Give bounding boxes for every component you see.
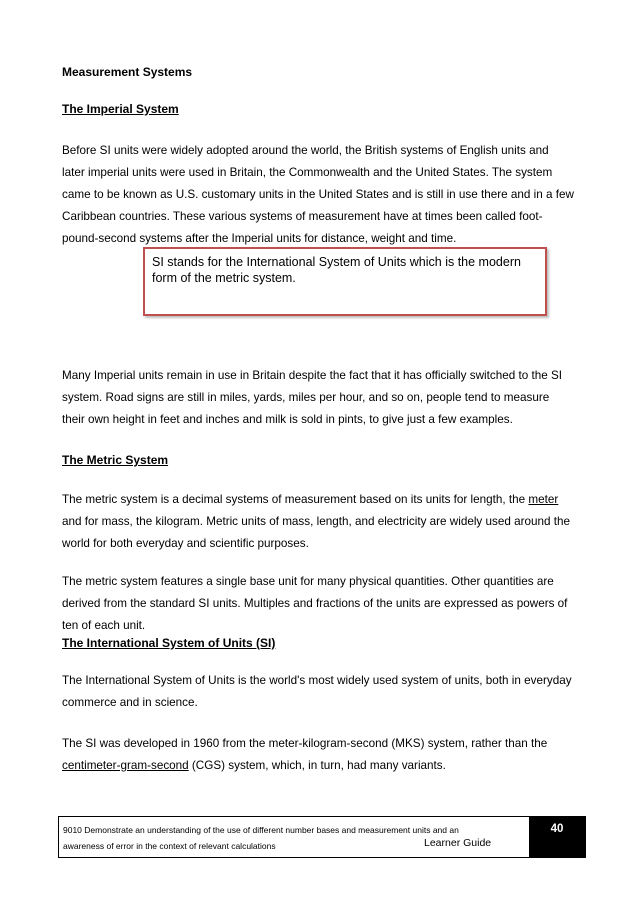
text-line: pound-second systems after the Imperial units for distance, weight and time. [62,232,457,245]
cgs-link[interactable]: centimeter-gram-second [62,759,189,772]
text-line: commerce and in science. [62,696,198,709]
page-footer [58,816,586,858]
footer-line: awareness of error in the context of relevant calculations [63,841,276,851]
text-line: The metric system features a single base unit for many physical quantities. Other quantities are [62,575,554,588]
text-line: system. Road signs are still in miles, yards, miles per hour, and so on, people tend to measure [62,391,550,404]
page-title: Measurement Systems [62,65,193,79]
text-line: later imperial units were used in Britain, the Commonwealth and the United States. The system [62,166,553,179]
text-line: world for both everyday and scientific purposes. [62,537,309,550]
footer-unit-standard [63,822,459,854]
text-line: The SI was developed in 1960 from the meter-kilogram-second (MKS) system, rather than the [62,737,548,750]
meter-link[interactable]: meter [528,493,559,506]
si-heading: The International System of Units (SI) [62,636,276,650]
text-segment: The metric system is a decimal systems of measurement based on its units for length, the [62,493,529,506]
page-number: 40 [529,817,585,858]
callout-text: SI stands for the International System of Units which is the modern form of the metric system. [152,255,521,285]
text-line: came to be known as U.S. customary units in the United States and is still in use there and in a few [62,188,574,201]
text-line: The International System of Units is the world's most widely used system of units, both in everyday [62,674,572,687]
si-callout-box [143,247,547,316]
imperial-heading: The Imperial System [62,102,179,116]
text-line: and for mass, the kilogram. Metric units of mass, length, and electricity are widely used around the [62,515,570,528]
text-line: derived from the standard SI units. Multiples and fractions of the units are expressed as powers of [62,597,568,610]
text-line: Before SI units were widely adopted around the world, the British systems of English units and [62,144,549,157]
text-segment: (CGS) system, which, in turn, had many variants. [188,759,446,772]
text-line: Many Imperial units remain in use in Britain despite the fact that it has officially switched to the SI [62,369,562,382]
text-line [62,489,558,511]
text-line [62,755,446,777]
text-line: their own height in feet and inches and milk is sold in pints, to give just a few examples. [62,413,513,426]
text-line: ten of each unit. [62,619,146,632]
footer-guide-label: Learner Guide [424,837,492,849]
footer-line: 9010 Demonstrate an understanding of the use of different number bases and measurement units and an [63,825,459,835]
metric-heading: The Metric System [62,453,169,467]
text-line: Caribbean countries. These various systems of measurement have at times been called foot- [62,210,543,223]
